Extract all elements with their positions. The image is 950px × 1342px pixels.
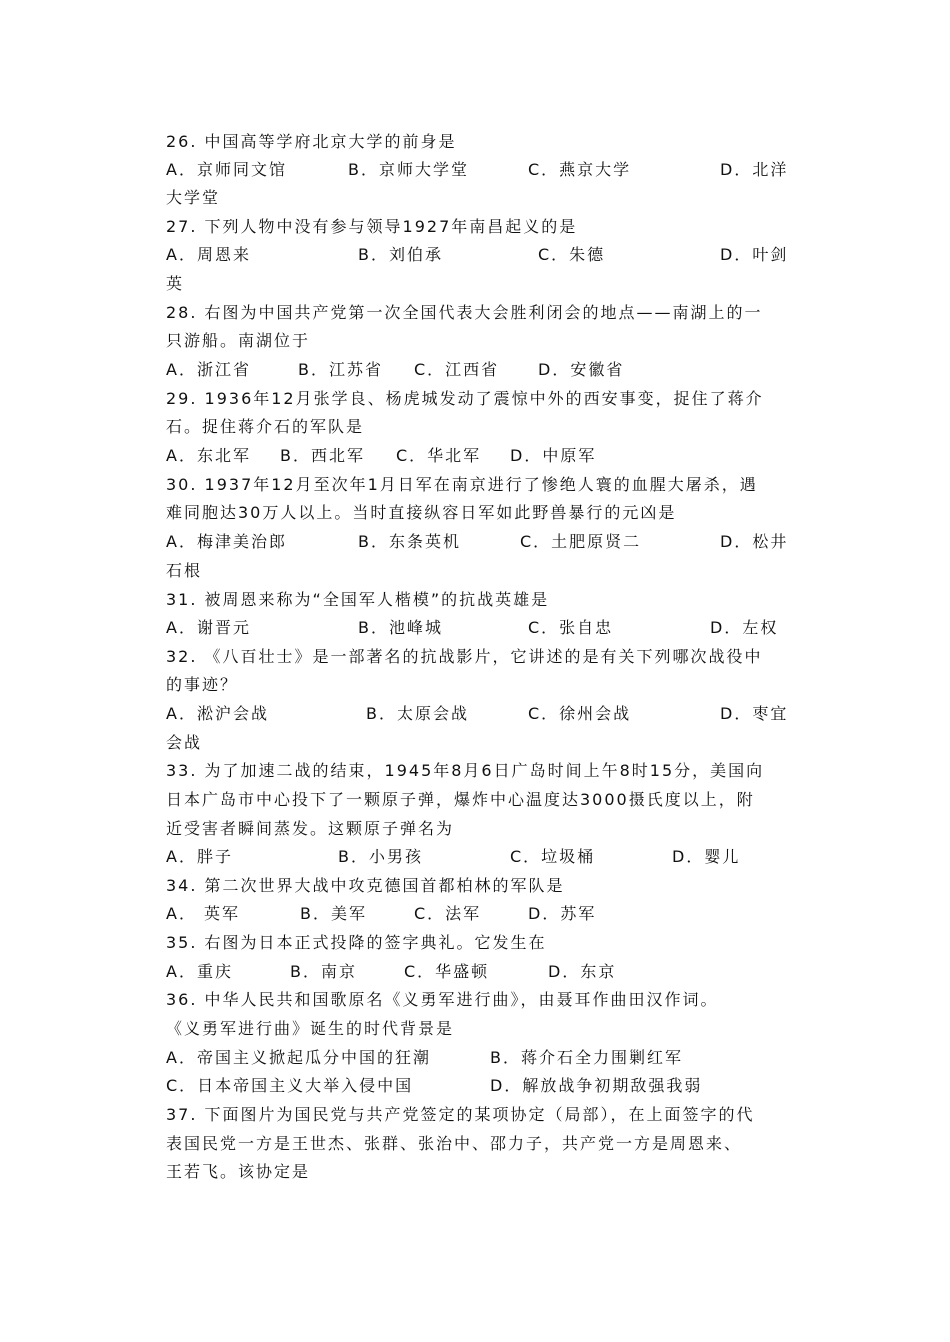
q33-option-c: C．垃圾桶 bbox=[510, 847, 596, 866]
q29-option-d: D．中原军 bbox=[510, 446, 597, 465]
q27-option-b: B．刘伯承 bbox=[358, 245, 443, 264]
q28-option-a: A．浙江省 bbox=[166, 360, 251, 379]
q26-option-b: B．京师大学堂 bbox=[348, 160, 469, 179]
q31-option-d: D．左权 bbox=[710, 618, 779, 637]
q35-option-b: B．南京 bbox=[290, 962, 357, 981]
q32-option-a: A．淞沪会战 bbox=[166, 704, 269, 723]
q27-options bbox=[166, 241, 789, 269]
q29-option-b: B．西北军 bbox=[280, 446, 365, 465]
q30-stem-line-2: 难同胞达30万人以上。当时直接纵容日军如此野兽暴行的元凶是 bbox=[166, 503, 677, 522]
q32-stem-line-1: 32. 《八百壮士》是一部著名的抗战影片，它讲述的是有关下列哪次战役中 bbox=[166, 647, 763, 666]
q27-option-wrap: 英 bbox=[166, 274, 185, 293]
q36-options-row-2 bbox=[166, 1072, 786, 1100]
q26-option-a: A．京师同文馆 bbox=[166, 160, 287, 179]
q32-options bbox=[166, 700, 789, 728]
q31-option-c: C．张自忠 bbox=[528, 618, 614, 637]
q27-option-a: A．周恩来 bbox=[166, 245, 251, 264]
q27-option-d: D．叶剑 bbox=[720, 245, 789, 264]
q31-stem: 31. 被周恩来称为“全国军人楷模”的抗战英雄是 bbox=[166, 590, 550, 609]
q29-option-c: C．华北军 bbox=[396, 446, 482, 465]
q35-option-a: A．重庆 bbox=[166, 962, 233, 981]
q35-stem: 35. 右图为日本正式投降的签字典礼。它发生在 bbox=[166, 933, 547, 952]
q32-option-b: B．太原会战 bbox=[366, 704, 469, 723]
q34-option-a: A． 英军 bbox=[166, 904, 241, 923]
q32-option-c: C．徐州会战 bbox=[528, 704, 632, 723]
q36-option-a: A．帝国主义掀起瓜分中国的狂潮 bbox=[166, 1048, 431, 1067]
q26-option-d: D．北洋 bbox=[720, 160, 789, 179]
q29-stem-line-2: 石。捉住蒋介石的军队是 bbox=[166, 417, 365, 436]
q35-option-c: C．华盛顿 bbox=[404, 962, 490, 981]
q37-stem-line-2: 表国民党一方是王世杰、张群、张治中、邵力子，共产党一方是周恩来、 bbox=[166, 1134, 743, 1153]
q37-stem-line-3: 王若飞。该协定是 bbox=[166, 1162, 311, 1181]
q34-options bbox=[166, 900, 786, 928]
q36-stem-line-2: 《义勇军进行曲》诞生的时代背景是 bbox=[166, 1019, 455, 1038]
q27-option-c: C．朱德 bbox=[538, 245, 606, 264]
q35-options bbox=[166, 958, 786, 986]
q30-option-c: C．土肥原贤二 bbox=[520, 532, 642, 551]
q32-stem-line-2: 的事迹？ bbox=[166, 675, 239, 694]
q30-option-d: D．松井 bbox=[720, 532, 789, 551]
q30-option-b: B．东条英机 bbox=[358, 532, 461, 551]
q28-options bbox=[166, 356, 786, 384]
q29-option-a: A．东北军 bbox=[166, 446, 251, 465]
q30-option-wrap: 石根 bbox=[166, 561, 203, 580]
q34-option-b: B．美军 bbox=[300, 904, 367, 923]
q26-option-c: C．燕京大学 bbox=[528, 160, 632, 179]
q32-option-d: D．枣宜 bbox=[720, 704, 789, 723]
q33-options bbox=[166, 843, 786, 871]
q36-option-d: D．解放战争初期敌强我弱 bbox=[490, 1076, 703, 1095]
q30-stem-line-1: 30. 1937年12月至次年1月日军在南京进行了惨绝人寰的血腥大屠杀，遇 bbox=[166, 475, 758, 494]
q33-stem-line-2: 日本广岛市中心投下了一颗原子弹，爆炸中心温度达3000摄氏度以上，附 bbox=[166, 790, 755, 809]
q30-option-a: A．梅津美治郎 bbox=[166, 532, 287, 551]
q32-option-wrap: 会战 bbox=[166, 733, 203, 752]
q28-option-d: D．安徽省 bbox=[538, 360, 625, 379]
q28-stem-line-2: 只游船。南湖位于 bbox=[166, 331, 311, 350]
q33-option-b: B．小男孩 bbox=[338, 847, 423, 866]
q34-option-d: D．苏军 bbox=[528, 904, 597, 923]
q33-option-d: D．婴儿 bbox=[672, 847, 741, 866]
q29-options bbox=[166, 442, 786, 470]
q33-option-a: A．胖子 bbox=[166, 847, 233, 866]
q27-stem: 27. 下列人物中没有参与领导1927年南昌起义的是 bbox=[166, 217, 578, 236]
q36-stem-line-1: 36. 中华人民共和国歌原名《义勇军进行曲》，由聂耳作曲田汉作词。 bbox=[166, 990, 719, 1009]
q26-option-wrap: 大学堂 bbox=[166, 188, 221, 207]
q26-options bbox=[166, 156, 789, 184]
q31-options bbox=[166, 614, 786, 642]
q35-option-d: D．东京 bbox=[548, 962, 617, 981]
q36-option-c: C．日本帝国主义大举入侵中国 bbox=[166, 1076, 414, 1095]
q28-option-b: B．江苏省 bbox=[298, 360, 383, 379]
q29-stem-line-1: 29. 1936年12月张学良、杨虎城发动了震惊中外的西安事变，捉住了蒋介 bbox=[166, 389, 764, 408]
q34-stem: 34. 第二次世界大战中攻克德国首都柏林的军队是 bbox=[166, 876, 565, 895]
q26-stem: 26. 中国高等学府北京大学的前身是 bbox=[166, 132, 457, 151]
q31-option-b: B．池峰城 bbox=[358, 618, 443, 637]
q33-stem-line-3: 近受害者瞬间蒸发。这颗原子弹名为 bbox=[166, 819, 455, 838]
q37-stem-line-1: 37. 下面图片为国民党与共产党签定的某项协定（局部），在上面签字的代 bbox=[166, 1105, 755, 1124]
q30-options bbox=[166, 528, 789, 556]
q28-option-c: C．江西省 bbox=[414, 360, 500, 379]
q31-option-a: A．谢晋元 bbox=[166, 618, 251, 637]
q36-option-b: B．蒋介石全力围剿红军 bbox=[490, 1048, 683, 1067]
q33-stem-line-1: 33. 为了加速二战的结束，1945年8月6日广岛时间上午8时15分，美国向 bbox=[166, 761, 765, 780]
q36-options-row-1 bbox=[166, 1044, 786, 1072]
q34-option-c: C．法军 bbox=[414, 904, 482, 923]
q28-stem-line-1: 28. 右图为中国共产党第一次全国代表大会胜利闭会的地点——南湖上的一 bbox=[166, 303, 763, 322]
